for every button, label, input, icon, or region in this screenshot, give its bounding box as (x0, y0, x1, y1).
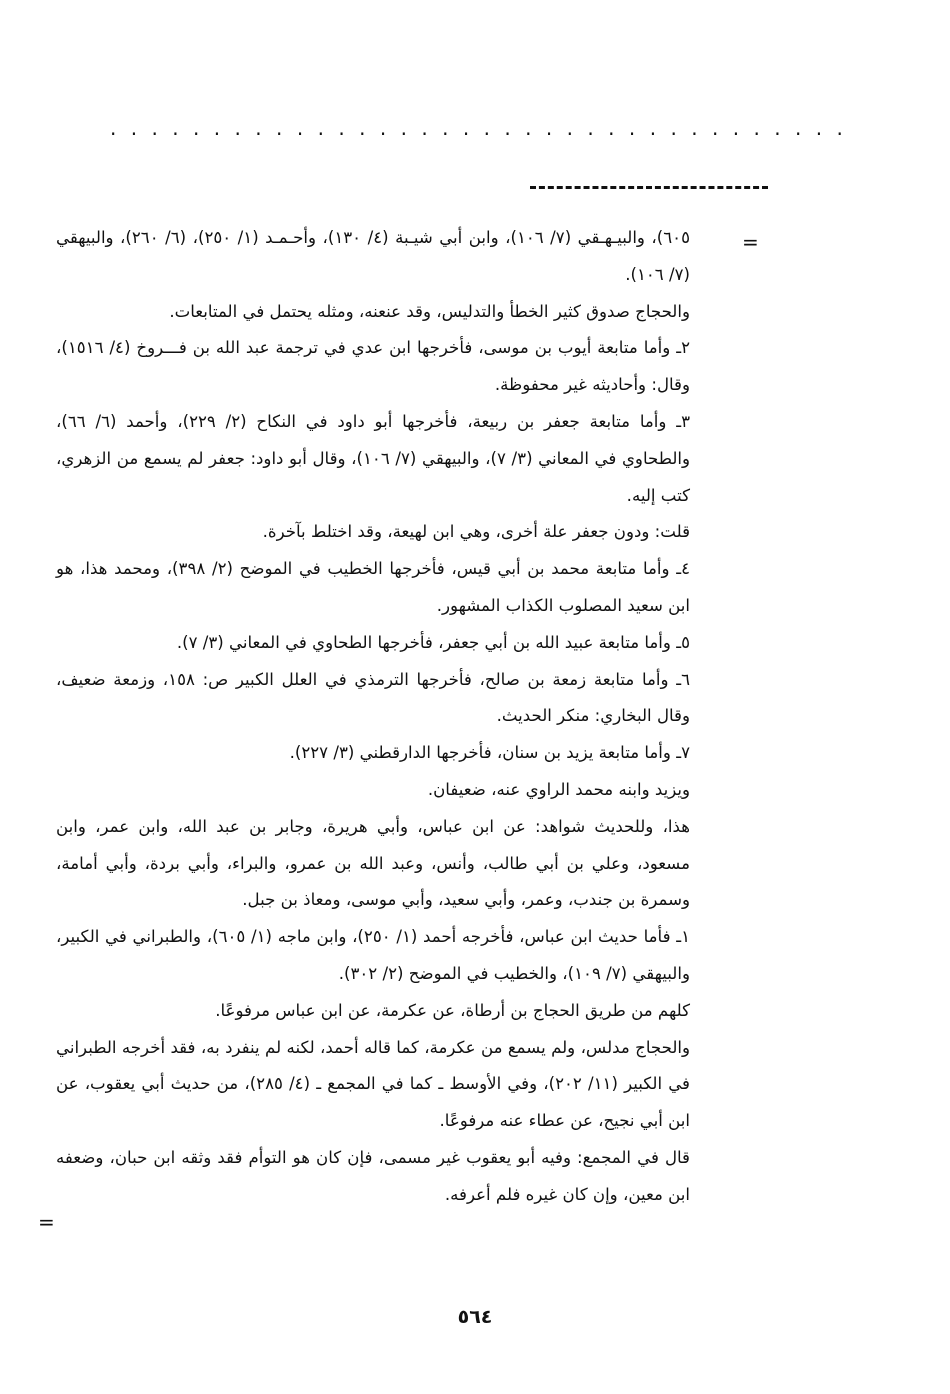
page-number: ٥٦٤ (457, 1306, 493, 1328)
paragraph: قلت: ودون جعفر علة أخرى، وهي ابن لهيعة، وقد اختلط بآخرة. (262, 522, 690, 542)
paragraph: ٣ـ وأما متابعة جعفر بن ربيعة، فأخرجها أبو داود في النكاح (٢/ ٢٢٩)، وأحمد (٦/ ٦٦)، والطحاوي في المعاني (٣/ ٧)، والبيهقي (٧/ ١٠٦)، وقال أبو داود: جعفر لم يسمع من الزهري، كتب إليه. (56, 411, 691, 505)
paragraph: والحجاج مدلس، ولم يسمع من عكرمة، كما قاله أحمد، لكنه لم ينفرد به، فقد أخرجه الطبراني في الكبير (١١/ ٢٠٢)، وفي الأوسط ـ كما في المجمع ـ (٤/ ٢٨٥)، من حديث أبي يعقوب، عن ابن أبي نجيح، عن عطاء عنه مرفوعًا. (56, 1037, 690, 1131)
paragraph: ٧ـ وأما متابعة يزيد بن سنان، فأخرجها الدارقطني (٣/ ٢٢٧). (289, 743, 690, 763)
paragraph: هذا، وللحديث شواهد: عن ابن عباس، وأبي هريرة، وجابر بن عبد الله، وابن عمر، وابن مسعود، وعلي بن أبي طالب، وأنس، وعبد الله بن عمرو، والبراء، وأبي بردة، وأبي أمامة، وسمرة بن جندب، وعمر، وأبي سعيد، وأبي موسى، ومعاذ بن جبل. (56, 816, 690, 910)
continuation-mark-top: = (742, 230, 759, 254)
paragraph: ٢ـ وأما متابعة أيوب بن موسى، فأخرجها ابن عدي في ترجمة عبد الله بن فـــروخ (٤/ ١٥١٦)، وقال: وأحاديثه غير محفوظة. (56, 338, 690, 395)
paragraph: ٦ـ وأما متابعة زمعة بن صالح، فأخرجها الترمذي في العلل الكبير ص: ١٥٨، وزمعة ضعيف، وقال البخاري: منكر الحديث. (56, 669, 691, 726)
paragraph: ٥ـ وأما متابعة عبيد الله بن أبي جعفر، فأخرجها الطحاوي في المعاني (٣/ ٧). (176, 632, 690, 652)
paragraph: ٦٠٥)، والبيـهـقي (٧/ ١٠٦)، وابن أبي شيـبة (٤/ ١٣٠)، وأحـمـد (١/ ٢٥٠)، (٦/ ٢٦٠)، والبيهقي (٧/ ١٠٦). (56, 228, 691, 284)
header-dot-ornament: .................................... (110, 116, 858, 140)
footnote-text-block (56, 220, 690, 1214)
paragraph: والحجاج صدوق كثير الخطأ والتدليس، وقد عنعنه، ومثله يحتمل في المتابعات. (169, 301, 690, 321)
paragraph: قال في المجمع: وفيه أبو يعقوب غير مسمى، فإن كان هو التوأم فقد وثقه ابن حبان، وضعفه ابن معين، وإن كان غيره فلم أعرفه. (56, 1147, 690, 1204)
paragraph: ٤ـ وأما متابعة محمد بن أبي قيس، فأخرجها الخطيب في الموضح (٢/ ٣٩٨)، ومحمد هذا، هو ابن سعيد المصلوب الكذاب المشهور. (56, 559, 690, 615)
paragraph: كلهم من طريق الحجاج بن أرطاة، عن عكرمة، عن ابن عباس مرفوعًا. (215, 1000, 690, 1020)
footnote-separator-rule (530, 186, 768, 189)
paragraph: ١ـ فأما حديث ابن عباس، فأخرجه أحمد (١/ ٢٥٠)، وابن ماجه (١/ ٦٠٥)، والطبراني في الكبير، والبيهقي (٧/ ١٠٩)، والخطيب في الموضح (٢/ ٣٠٢). (56, 927, 690, 983)
paragraph: ويزيد وابنه محمد الراوي عنه، ضعيفان. (427, 779, 690, 799)
continuation-mark-bottom: = (38, 1210, 55, 1234)
